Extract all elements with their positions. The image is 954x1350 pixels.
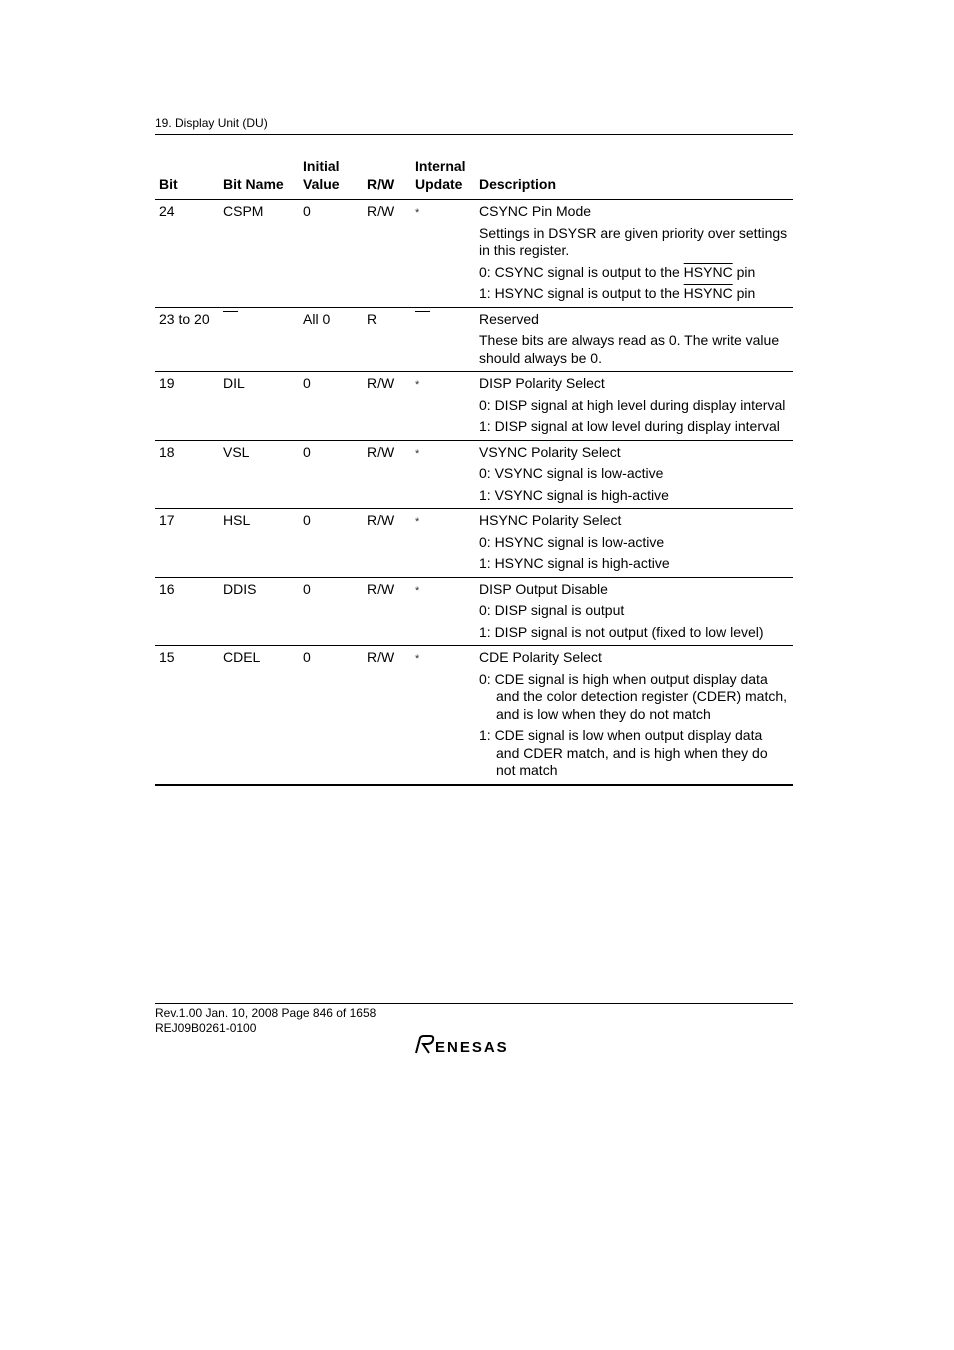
description-text: HSYNC Polarity Select xyxy=(479,512,622,528)
cell-rw: R/W xyxy=(367,375,395,391)
asterisk-note: * xyxy=(415,447,420,460)
cell-bit-name: VSL xyxy=(223,443,250,460)
col-header-bit: Bit xyxy=(155,158,219,200)
description-line xyxy=(479,534,789,552)
cell-bit: 19 xyxy=(159,375,175,391)
renesas-logo xyxy=(413,1034,533,1056)
running-head: 19. Display Unit (DU) xyxy=(155,116,268,130)
description-line xyxy=(479,624,789,642)
cell-description xyxy=(475,372,793,441)
col-header-rw: R/W xyxy=(363,158,411,200)
cell-initial-value: 0 xyxy=(303,443,311,460)
cell-bit-name: CSPM xyxy=(223,203,264,219)
table-row xyxy=(155,646,793,785)
cell-internal-update xyxy=(411,200,475,308)
description-title xyxy=(479,311,789,329)
asterisk-note: * xyxy=(415,516,420,528)
cell-internal-update xyxy=(411,577,475,646)
description-title xyxy=(479,649,789,667)
cell-rw: R xyxy=(367,310,378,327)
table-row xyxy=(155,307,793,372)
col-header-bit-name: Bit Name xyxy=(219,158,299,200)
description-text: 1: DISP signal is not output (fixed to low level) xyxy=(479,623,764,640)
footer-rule xyxy=(155,1003,793,1004)
cell-internal-update xyxy=(411,307,475,372)
col-header-initial-line1: Initial xyxy=(303,158,340,174)
description-text: 0: CDE signal is high when output display data and the color detection register (CDER) match, and is low when they do not match xyxy=(479,670,788,722)
overlined-signal: HSYNC xyxy=(683,263,733,280)
header-rule xyxy=(155,134,793,135)
description-text: Reserved xyxy=(479,310,539,327)
cell-initial-value: 0 xyxy=(303,580,311,597)
description-text: 1: CDE signal is low when output display data and CDER match, and is high when they do not match xyxy=(479,727,768,778)
description-text: 1: HSYNC signal is high-active xyxy=(479,555,670,571)
cell-internal-update xyxy=(411,509,475,578)
cell-bit-name: DIL xyxy=(223,375,245,391)
dash-mark xyxy=(415,311,430,330)
description-title xyxy=(479,444,789,462)
table-row xyxy=(155,509,793,578)
cell-rw: R/W xyxy=(367,580,395,597)
cell-bit: 17 xyxy=(159,512,175,528)
description-text: 1: HSYNC signal is output to the xyxy=(479,285,684,301)
description-text: 0: DISP signal at high level during display interval xyxy=(479,396,786,413)
table-row xyxy=(155,200,793,308)
cell-description xyxy=(475,509,793,578)
description-line xyxy=(479,285,789,303)
col-header-initial-line2: Value xyxy=(303,175,340,192)
description-line xyxy=(479,602,789,620)
cell-initial-value: 0 xyxy=(303,375,311,391)
description-text: DISP Polarity Select xyxy=(479,375,605,391)
description-line xyxy=(479,465,789,483)
cell-internal-update xyxy=(411,646,475,785)
cell-internal-update xyxy=(411,372,475,441)
cell-description xyxy=(475,440,793,509)
cell-bit: 23 to 20 xyxy=(159,310,210,327)
footer-revision: Rev.1.00 Jan. 10, 2008 Page 846 of 1658 xyxy=(155,1006,377,1020)
table-row xyxy=(155,372,793,441)
svg-text:ENESAS: ENESAS xyxy=(435,1039,509,1056)
description-line xyxy=(479,727,789,780)
col-header-update-line1: Internal xyxy=(415,158,466,174)
dash-mark xyxy=(223,311,238,330)
description-title xyxy=(479,512,789,530)
description-text: 0: HSYNC signal is low-active xyxy=(479,533,665,550)
description-line xyxy=(479,225,789,260)
register-table xyxy=(155,158,793,786)
cell-description xyxy=(475,646,793,785)
table-body xyxy=(155,200,793,785)
cell-bit: 18 xyxy=(159,443,175,460)
description-text: DISP Output Disable xyxy=(479,580,608,597)
cell-internal-update xyxy=(411,440,475,509)
description-line xyxy=(479,418,789,436)
description-text: These bits are always read as 0. The write value should always be 0. xyxy=(479,332,780,366)
footer-doc-number: REJ09B0261-0100 xyxy=(155,1021,257,1035)
cell-bit: 15 xyxy=(159,649,175,665)
col-header-initial-value xyxy=(299,158,363,200)
description-text: Settings in DSYSR are given priority over settings in this register. xyxy=(479,224,788,258)
asterisk-note: * xyxy=(415,584,420,597)
description-text-after: pin xyxy=(732,285,756,301)
description-title xyxy=(479,375,789,393)
cell-initial-value: 0 xyxy=(303,649,311,665)
description-line xyxy=(479,555,789,573)
description-line xyxy=(479,487,789,505)
description-text: CDE Polarity Select xyxy=(479,649,602,665)
asterisk-note: * xyxy=(415,653,420,665)
asterisk-note: * xyxy=(415,379,420,391)
cell-bit-name xyxy=(219,307,299,372)
description-text: CSYNC Pin Mode xyxy=(479,203,592,219)
col-header-internal-update xyxy=(411,158,475,200)
description-line xyxy=(479,332,789,367)
description-text-after: pin xyxy=(732,263,756,280)
description-title xyxy=(479,581,789,599)
description-text: 0: VSYNC signal is low-active xyxy=(479,465,664,481)
table-row xyxy=(155,440,793,509)
cell-rw: R/W xyxy=(367,512,395,528)
description-text: 1: DISP signal at low level during display interval xyxy=(479,418,780,434)
cell-bit-name: HSL xyxy=(223,512,251,528)
description-line xyxy=(479,264,789,282)
cell-rw: R/W xyxy=(367,649,395,665)
overlined-signal: HSYNC xyxy=(683,285,733,301)
cell-rw: R/W xyxy=(367,443,395,460)
description-line xyxy=(479,671,789,724)
cell-rw: R/W xyxy=(367,203,395,219)
cell-description xyxy=(475,577,793,646)
description-title xyxy=(479,203,789,221)
cell-bit: 16 xyxy=(159,580,175,597)
cell-bit: 24 xyxy=(159,203,175,219)
description-text: 0: CSYNC signal is output to the xyxy=(479,263,684,280)
cell-initial-value: 0 xyxy=(303,512,311,528)
cell-initial-value: All 0 xyxy=(303,310,331,327)
col-header-update-line2: Update xyxy=(415,175,463,192)
cell-bit-name: CDEL xyxy=(223,649,261,665)
asterisk-note: * xyxy=(415,207,420,219)
col-header-description: Description xyxy=(475,158,793,200)
description-text: 1: VSYNC signal is high-active xyxy=(479,486,669,503)
cell-initial-value: 0 xyxy=(303,203,311,219)
table-row xyxy=(155,577,793,646)
description-text: VSYNC Polarity Select xyxy=(479,443,621,460)
table-header-row xyxy=(155,158,793,200)
description-line xyxy=(479,397,789,415)
cell-description xyxy=(475,200,793,308)
description-text: 0: DISP signal is output xyxy=(479,602,625,618)
cell-description xyxy=(475,307,793,372)
cell-bit-name: DDIS xyxy=(223,580,257,597)
